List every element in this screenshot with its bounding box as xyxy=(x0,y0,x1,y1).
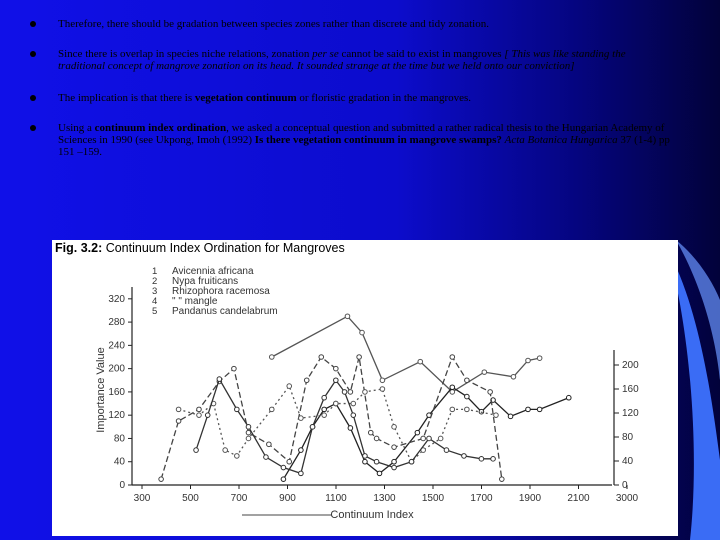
data-point xyxy=(462,454,467,459)
bullet-text: per se xyxy=(312,48,339,60)
data-point xyxy=(479,457,484,462)
data-point xyxy=(450,385,455,390)
figure-panel xyxy=(52,240,678,536)
y-tick-label: 0 xyxy=(119,480,125,491)
data-point xyxy=(357,355,362,360)
data-point xyxy=(348,426,353,431)
x-tick-label: 1700 xyxy=(470,493,493,504)
bullet-text: Using a xyxy=(58,122,95,134)
data-point xyxy=(246,430,251,435)
data-point xyxy=(322,407,327,412)
bullet-dot-icon xyxy=(30,51,36,57)
data-point xyxy=(488,390,493,395)
data-point xyxy=(197,407,202,412)
bullet-text: or floristic gradation in the mangroves. xyxy=(296,92,472,104)
bullet-item xyxy=(30,92,670,104)
data-point xyxy=(444,448,449,453)
bullet-dot-icon xyxy=(30,21,36,27)
y-tick-label: 240 xyxy=(108,340,125,352)
data-point xyxy=(281,477,286,482)
legend-label: " " mangle xyxy=(172,296,218,307)
data-point xyxy=(499,477,504,482)
bullet-text: 37 (1-4) pp 151 –159. xyxy=(58,134,670,158)
legend-number: 5 xyxy=(152,306,158,317)
bullet-text: vegetation continuum xyxy=(194,92,297,104)
y-tick-label: 280 xyxy=(108,317,125,329)
continuum-chart xyxy=(52,240,678,536)
data-point xyxy=(246,436,251,441)
data-point xyxy=(377,471,382,476)
y-tick-label: 120 xyxy=(108,410,125,422)
y-tick-label: 80 xyxy=(113,433,125,445)
data-point xyxy=(299,471,304,476)
data-point xyxy=(348,390,353,395)
x-tick-label: 2100 xyxy=(567,493,590,504)
legend-label: Pandanus candelabrum xyxy=(172,306,278,317)
data-point xyxy=(427,436,432,441)
data-point xyxy=(299,416,304,421)
data-point xyxy=(392,465,397,470)
bullet-list xyxy=(30,18,670,176)
legend-label: Rhizophora racemosa xyxy=(172,286,270,297)
data-point xyxy=(438,436,443,441)
y-tick-label: 320 xyxy=(108,293,125,305)
data-point xyxy=(450,390,455,395)
data-point xyxy=(537,356,542,361)
bullet-text: Is there vegetation continuum in mangrove swamps? xyxy=(254,134,505,146)
y2-tick-label: 200 xyxy=(622,360,639,371)
data-point xyxy=(232,366,237,371)
data-point xyxy=(415,430,420,435)
data-point xyxy=(269,355,274,360)
y2-tick-label: 160 xyxy=(622,384,639,395)
data-point xyxy=(176,407,181,412)
data-point xyxy=(281,465,286,470)
data-point xyxy=(246,425,251,430)
data-point xyxy=(319,355,324,360)
data-point xyxy=(304,378,309,383)
x-tick-label: 1900 xyxy=(518,493,542,504)
bullet-dot-icon xyxy=(30,125,36,131)
data-point xyxy=(269,407,274,412)
data-point xyxy=(223,448,228,453)
data-point xyxy=(334,378,339,383)
data-point xyxy=(374,459,379,464)
bullet-text: continuum index ordination xyxy=(94,122,227,134)
data-point xyxy=(409,459,414,464)
legend-number: 3 xyxy=(152,286,158,297)
x-tick-label: 900 xyxy=(279,493,296,504)
data-point xyxy=(322,413,327,418)
series-line xyxy=(283,387,568,479)
x-tick-label: 1100 xyxy=(325,493,347,504)
data-point xyxy=(217,377,222,382)
data-point xyxy=(392,459,397,464)
data-point xyxy=(450,355,455,360)
bullet-text: Acta Botanica Hungarica xyxy=(504,134,618,146)
data-point xyxy=(360,330,365,335)
x-tick-label: 700 xyxy=(230,493,248,504)
data-point xyxy=(345,314,350,319)
data-point xyxy=(205,413,210,418)
data-point xyxy=(351,401,356,406)
y-tick-label: 160 xyxy=(108,386,125,398)
bullet-item xyxy=(30,48,670,72)
data-point xyxy=(392,425,397,430)
data-point xyxy=(508,414,513,419)
x-tick-label: 3000 xyxy=(615,493,639,504)
x-tick-label: 500 xyxy=(182,493,199,504)
bullet-text: [ This was like standing the traditional concept of mangrove zonation on its head. It sounded strange at the time but we held onto our conviction] xyxy=(58,48,626,72)
bullet-text: Therefore, there should be gradation between species zones rather than discrete and tidy zonation. xyxy=(58,18,489,30)
data-point xyxy=(418,359,423,364)
y2-tick-label: 40 xyxy=(622,456,634,467)
legend-number: 4 xyxy=(152,296,158,307)
data-point xyxy=(465,378,470,383)
y-axis-label: Importance Value xyxy=(95,347,107,433)
data-point xyxy=(482,370,487,375)
data-point xyxy=(322,395,327,400)
figure-caption xyxy=(55,241,345,255)
data-point xyxy=(421,436,426,441)
y2-tick-label: 120 xyxy=(622,408,639,419)
data-point xyxy=(287,459,292,464)
y-tick-label: 40 xyxy=(113,456,125,468)
bullet-text: The implication is that there is xyxy=(58,92,195,104)
data-point xyxy=(537,407,542,412)
data-point xyxy=(159,477,164,482)
legend-label: Avicennia africana xyxy=(172,266,254,277)
bullet-text: , we asked a conceptual question and submitted a rather radical thesis to the Hungarian Academy of Sciences in 1990 (see Ukpong, Imoh (1992) xyxy=(58,122,665,146)
data-point xyxy=(491,457,496,462)
data-point xyxy=(465,407,470,412)
bullet-text: cannot be said to exist in mangroves xyxy=(338,48,505,60)
data-point xyxy=(380,378,385,383)
data-point xyxy=(465,394,470,399)
data-point xyxy=(235,407,240,412)
data-point xyxy=(526,407,531,412)
data-point xyxy=(368,430,373,435)
data-point xyxy=(299,448,304,453)
data-point xyxy=(264,455,269,460)
caption-title: Continuum Index Ordination for Mangroves xyxy=(102,241,345,255)
data-point xyxy=(334,366,339,371)
bullet-item xyxy=(30,122,670,158)
data-point xyxy=(392,445,397,450)
data-point xyxy=(287,384,292,389)
y2-tick-label: 0 xyxy=(622,480,628,491)
data-point xyxy=(363,454,368,459)
legend-label: Nypa fruiticans xyxy=(172,276,239,287)
legend-number: 1 xyxy=(152,266,158,277)
data-point xyxy=(176,419,181,424)
data-point xyxy=(494,413,499,418)
x-axis-label: Continuum Index xyxy=(330,509,414,521)
y2-tick-label: 80 xyxy=(622,432,634,443)
data-point xyxy=(267,442,272,447)
series-line xyxy=(272,316,540,392)
bullet-text: Since there is overlap in species niche relations, zonation xyxy=(58,48,313,60)
data-point xyxy=(511,374,516,379)
bullet-dot-icon xyxy=(30,95,36,101)
data-point xyxy=(374,436,379,441)
data-point xyxy=(197,413,202,418)
data-point xyxy=(235,454,240,459)
data-point xyxy=(334,401,339,406)
data-point xyxy=(450,407,455,412)
data-point xyxy=(363,459,368,464)
bullet-item xyxy=(30,18,670,30)
y-tick-label: 200 xyxy=(108,363,125,375)
data-point xyxy=(566,395,571,400)
legend-number: 2 xyxy=(152,276,158,287)
data-point xyxy=(351,413,356,418)
data-point xyxy=(342,390,347,395)
data-point xyxy=(363,390,368,395)
series-line xyxy=(161,357,502,479)
data-point xyxy=(194,448,199,453)
data-point xyxy=(526,358,531,363)
data-point xyxy=(380,387,385,392)
x-tick-label: 1300 xyxy=(373,493,396,504)
data-point xyxy=(310,425,315,430)
caption-number: Fig. 3.2: xyxy=(55,241,103,255)
x-tick-label: 1500 xyxy=(421,493,445,504)
x-tick-label: 300 xyxy=(133,493,151,504)
